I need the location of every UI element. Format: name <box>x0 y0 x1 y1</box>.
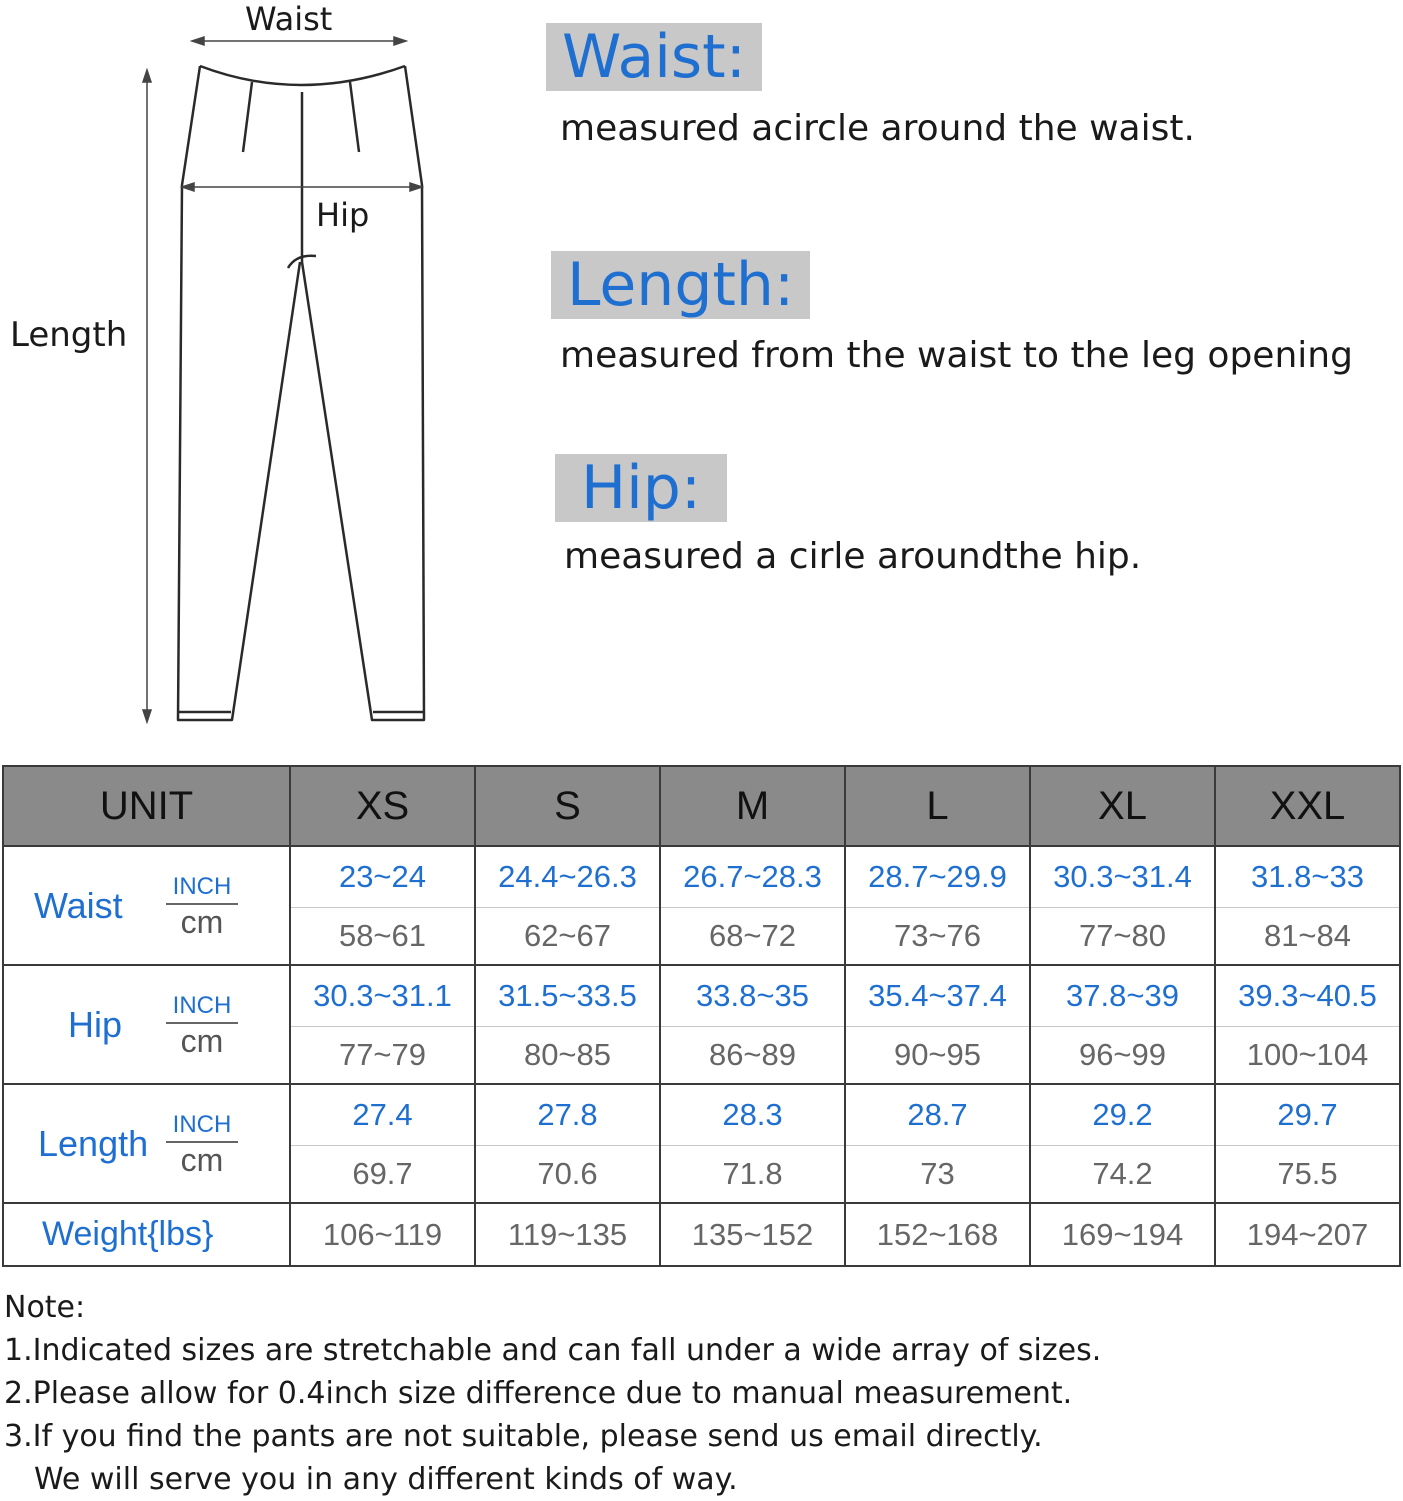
hip-definition-title: Hip: <box>555 454 727 522</box>
size-header-s: S <box>475 766 660 846</box>
table-cell: 24.4~26.3 <box>475 846 660 908</box>
unit-header: UNIT <box>3 766 290 846</box>
table-cell: 77~79 <box>290 1027 475 1085</box>
hip-diagram-label: Hip <box>316 196 370 234</box>
size-chart-table <box>2 765 1401 1267</box>
row-name: Waist <box>34 884 123 926</box>
table-cell: 23~24 <box>290 846 475 908</box>
cm-label: cm <box>180 1141 224 1178</box>
table-cell: 69.7 <box>290 1146 475 1204</box>
size-header-m: M <box>660 766 845 846</box>
notes-section <box>4 1286 1399 1501</box>
table-cell: 106~119 <box>290 1203 475 1266</box>
cm-label: cm <box>180 903 224 940</box>
waist-definition-title: Waist: <box>546 23 762 91</box>
table-cell: 73 <box>845 1146 1030 1204</box>
pants-measurement-diagram <box>0 0 540 740</box>
length-definition-text: measured from the waist to the leg opening <box>560 335 1353 376</box>
table-cell: 39.3~40.5 <box>1215 965 1400 1027</box>
pants-outline-icon <box>0 0 540 740</box>
table-cell: 31.5~33.5 <box>475 965 660 1027</box>
table-cell: 75.5 <box>1215 1146 1400 1204</box>
table-cell: 86~89 <box>660 1027 845 1085</box>
notes-heading: Note: <box>4 1290 86 1325</box>
table-cell: 28.7~29.9 <box>845 846 1030 908</box>
unit-stack <box>166 873 238 939</box>
table-cell: 81~84 <box>1215 908 1400 966</box>
table-cell: 70.6 <box>475 1146 660 1204</box>
inch-label: INCH <box>166 1111 238 1143</box>
table-cell: 71.8 <box>660 1146 845 1204</box>
row-name: Hip <box>68 1003 123 1045</box>
table-cell: 135~152 <box>660 1203 845 1266</box>
table-cell: 29.7 <box>1215 1084 1400 1146</box>
table-cell: 90~95 <box>845 1027 1030 1085</box>
table-cell: 31.8~33 <box>1215 846 1400 908</box>
length-definition-title: Length: <box>551 251 810 319</box>
size-header-xxl: XXL <box>1215 766 1400 846</box>
length-diagram-label: Length <box>10 315 128 355</box>
table-cell: 80~85 <box>475 1027 660 1085</box>
table-header-row <box>3 766 1400 846</box>
note-line: 3.If you find the pants are not suitable, please send us email directly. <box>4 1419 1043 1454</box>
note-line: We will serve you in any different kinds of way. <box>34 1462 738 1497</box>
waist-definition-text: measured acircle around the waist. <box>560 108 1195 149</box>
table-cell: 194~207 <box>1215 1203 1400 1266</box>
table-cell: 30.3~31.1 <box>290 965 475 1027</box>
inch-label: INCH <box>166 873 238 905</box>
table-cell: 152~168 <box>845 1203 1030 1266</box>
table-cell: 29.2 <box>1030 1084 1215 1146</box>
weight-row-label: Weight{lbs} <box>3 1203 290 1266</box>
table-cell: 28.7 <box>845 1084 1030 1146</box>
table-cell: 28.3 <box>660 1084 845 1146</box>
size-header-xs: XS <box>290 766 475 846</box>
waist-diagram-label: Waist <box>245 0 333 38</box>
length-row-label <box>3 1084 290 1203</box>
hip-row-label <box>3 965 290 1084</box>
table-cell: 68~72 <box>660 908 845 966</box>
note-line: 2.Please allow for 0.4inch size difference due to manual measurement. <box>4 1376 1073 1411</box>
size-header-l: L <box>845 766 1030 846</box>
waist-row-label <box>3 846 290 965</box>
row-name: Length <box>38 1122 149 1164</box>
table-cell: 35.4~37.4 <box>845 965 1030 1027</box>
table-cell: 100~104 <box>1215 1027 1400 1085</box>
table-row <box>3 1203 1400 1266</box>
table-cell: 30.3~31.4 <box>1030 846 1215 908</box>
table-cell: 27.4 <box>290 1084 475 1146</box>
table-cell: 27.8 <box>475 1084 660 1146</box>
table-cell: 119~135 <box>475 1203 660 1266</box>
table-cell: 169~194 <box>1030 1203 1215 1266</box>
table-cell: 33.8~35 <box>660 965 845 1027</box>
table-cell: 26.7~28.3 <box>660 846 845 908</box>
size-header-xl: XL <box>1030 766 1215 846</box>
inch-label: INCH <box>166 992 238 1024</box>
table-row <box>3 965 1400 1027</box>
table-cell: 96~99 <box>1030 1027 1215 1085</box>
unit-stack <box>166 1111 238 1177</box>
table-row <box>3 1084 1400 1146</box>
table-cell: 73~76 <box>845 908 1030 966</box>
table-cell: 77~80 <box>1030 908 1215 966</box>
cm-label: cm <box>180 1022 224 1059</box>
table-cell: 37.8~39 <box>1030 965 1215 1027</box>
table-row <box>3 846 1400 908</box>
note-line: 1.Indicated sizes are stretchable and can fall under a wide array of sizes. <box>4 1333 1102 1368</box>
table-cell: 62~67 <box>475 908 660 966</box>
table-cell: 74.2 <box>1030 1146 1215 1204</box>
hip-definition-text: measured a cirle aroundthe hip. <box>564 536 1142 577</box>
unit-stack <box>166 992 238 1058</box>
table-cell: 58~61 <box>290 908 475 966</box>
